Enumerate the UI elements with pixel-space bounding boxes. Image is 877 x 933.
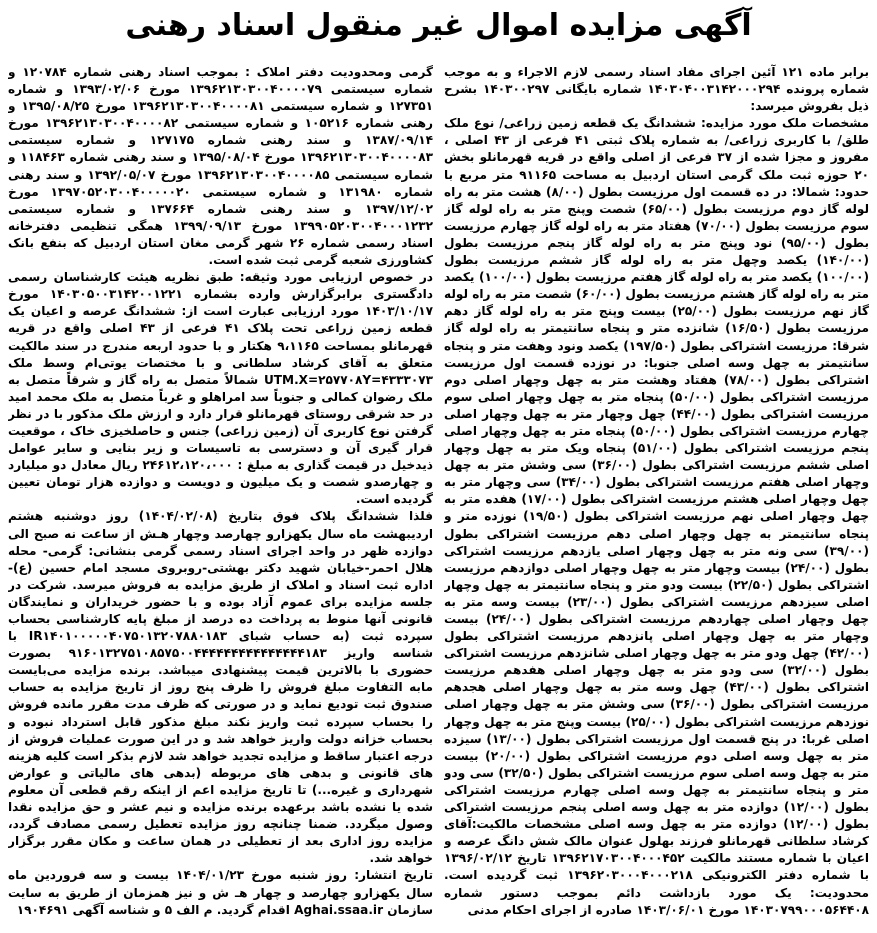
page-title: آگهی مزایده اموال غیر منقول اسناد رهنی xyxy=(125,8,752,43)
publication-text: تاریخ انتشار: روز شنبه مورخ ۱۴۰۴/۰۱/۲۳ بیست و سه فروردین ماه سال یکهزارو چهارصد و چهار هـ ش و نیز همزمان از طریق به سایت سازمان Aghai.ssaa.ir اقدام گردید. xyxy=(8,868,433,917)
auction-terms-paragraph: فلذا ششدانگ پلاک فوق بتاریخ (۱۴۰۴/۰۲/۰۸) روز دوشنبه هشتم اردیبهشت ماه سال یکهزارو چهارصد وچهار هـش از ساعت نه صبح الی دوازده ظهر در واحد اجرای اسناد رسمی گرمی بنشانی: گرمی- محله هلال احمر-خیابان شهید دکتر بهشتی-روبروی مسجد امام حسین (ع)- اداره ثبت اسناد و املاک از طریق مزایده به فروش میرسد. شرکت در جلسه مزایده برای عموم آزاد بوده و با حضور خریداران و نمایندگان قانونی آنها منوط به پرداخت ده درصد از مبلغ پایه کارشناسی بحساب سپرده ثبت (به حساب شبای IR۱۴۰۱۰۰۰۰۰۴۰۷۵۰۱۳۲۰۷۸۸۰۱۸۳ با شناسه واریز ۹۱۶۰۱۳۲۷۵۱۰۸۵۷۵۰۰۴۴۴۴۴۴۴۴۴۴۴۴۴۴۴۱۸۳ بصورت حضوری با بالاترین قیمت پیشنهادی میباشد. برنده مزایده می‌بایست مابه التفاوت مبلغ فروش را ظرف پنج روز از تاریخ مزایده به حساب صندوق ثبت تودیع نماید و در صورتی که ظرف مدت مقرر مانده فروش را بحساب سپرده ثبت واریز نکند مبلغ مذکور قابل استرداد نبوده و بحساب خزانه دولت واریز خواهد شد و در این صورت عملیات فروش از درجه اعتبار ساقط و مزایده تجدید خواهد شد لازم بذکر است کلیه هزینه های قانونی و بدهی های مربوطه (بدهی های مالیاتی و عوارض شهرداری و غیره...) تا تاریخ مزایده اعم از اینکه رقم قطعی آن معلوم شده یا نشده باشد برعهده برنده مزایده و نیم عشر و حق مزایده نقدا وصول میگردد. ضمنا چنانچه روز مزایده تعطیل رسمی مصادف گردد، مزایده روز اداری بعد از تعطیلی در همان ساعت و مکان مقرر برگزار خواهد شد. xyxy=(8,509,433,866)
intro-paragraph: برابر ماده ۱۲۱ آئین اجرای مفاد اسناد رسمی لازم الاجراء و به موجب شماره پرونده ۱۴۰۳۰۴۰۰۳۱۴۲۰۰۰۲۹۴ شماره بایگانی ۱۴۰۳۰۰۲۹۷ بشرح ذیل بفروش میرسد: xyxy=(444,65,869,114)
valuation-paragraph: در خصوص ارزیابی مورد وثیقه: طبق نظریه هیئت کارشناسان رسمی دادگستری برابرگزارش وارده بشماره ۱۴۰۳۰۵۰۰۳۱۴۲۰۰۱۲۲۱ مورخ ۱۴۰۳/۱۰/۱۷ مورد ارزیابی عبارت است از: ششدانگ عرصه و اعیان یک قطعه زمین زراعی تحت پلاک ۴۱ فرعی از ۴۳ اصلی واقع در قریه قهرمانلو بمساحت ۹،۱۱۶۵ هکتار و با حدود اربعه مندرج در سند مالکیت متعلق به آقای کرشاد سلطانی و با مختصات یوتی‌ام وسط ملک UTM.X=۲۵۷۷۰۸Y=۴۳۳۳۰۷۳ شمالاً متصل به راه گاز و شرقاً متصل به ملک رضوان کمالی و جنوباً سد امراهلو و غرباً متصل به ملک محمد امید در حد شرقی روستای قهرمانلو قرار دارد و ارزش ملک مذکور با در نظر گرفتن نوع کاربری آن (زمین زراعی) جنس و حاصلخیزی خاک ، موقعیت قرار گیری آن و دسترسی به تاسیسات و زیر بنایی و سایر عوامل ذیدخیل در قیمت گذاری به مبلغ : ۲۴۶۱۲،۱۲۰،۰۰۰ ریال معادل دو میلیارد و چهارصدو شصت و یک میلیون و دویست و دوازده هزار تومان تعیین گردیده است. xyxy=(8,270,433,507)
right-column xyxy=(444,64,869,926)
notice-id: م الف ۵ و شناسه آگهی ۱۹۰۴۶۹۱ xyxy=(16,902,213,917)
left-column xyxy=(8,64,433,926)
property-details-paragraph: مشخصات ملک مورد مزایده: ششدانگ یک قطعه زمین زراعی/ نوع ملک طلق/ با کاربری زراعی/ به شماره پلاک ثبتی ۴۱ فرعی از ۴۳ اصلی ، مفروز و مجزا شده از ۳۷ فرعی از اصلی واقع در قریه قهرمانلو بخش ۲۰ حوزه ثبت ملک گرمی استان اردبیل به مساحت ۹۱۱۶۵ متر مربع با حدود: شمالا: در ده قسمت اول مرزیست بطول (۸/۰۰) هشت متر به راه لوله گاز دوم مرزیست بطول (۶۵/۰۰) شصت وپنج متر به راه لوله گاز سوم مرزیست بطول (۷۰/۰۰) هفتاد متر به راه لوله گاز چهارم مرزیست بطول (۹۵/۰۰) نود وپنج متر به راه لوله گاز پنجم مرزیست بطول (۱۴۰/۰۰) یکصد وچهل متر به راه لوله گاز ششم مرزیست بطول (۱۰۰/۰۰) یکصد متر به راه لوله گاز هفتم مرزیست بطول (۱۰۰/۰۰) یکصد متر به راه لوله گاز هشتم مرزیست بطول (۶۰/۰۰) شصت متر به راه لوله گاز نهم مرزیست بطول (۲۵/۰۰) بیست وپنج متر به راه لوله گاز دهم مرزیست بطول (۱۶/۵۰) شانزده متر و پنجاه سانتیمتر به راه لوله گاز شرقا: مرزیست اشتراکی بطول (۱۹۷/۵۰) یکصد ونود وهفت متر و پنجاه سانتیمتر به چهل وسه اصلی جنوبا: در نوزده قسمت اول مرزیست اشتراکی بطول (۷۸/۰۰) هفتاد وهشت متر به چهل وچهار اصلی دوم مرزیست اشتراکی بطول (۵۰/۰۰) پنجاه متر به چهل وچهار اصلی سوم مرزیست اشتراکی بطول (۴۴/۰۰) چهل وچهار متر به چهل وچهار اصلی چهارم مرزیست اشتراکی بطول (۵۰/۰۰) پنجاه متر به چهل وچهار اصلی پنجم مرزیست اشتراکی بطول (۵۱/۰۰) پنجاه ویک متر به چهل وچهار اصلی ششم مرزیست اشتراکی بطول (۳۶/۰۰) سی وشش متر به چهل وچهار اصلی هفتم مرزیست اشتراکی بطول (۳۴/۰۰) سی وچهار متر به چهل وچهار اصلی هشتم مرزیست اشتراکی بطول (۱۷/۰۰) هفده متر به چهل وچهار اصلی نهم مرزیست اشتراکی بطول (۱۹/۵۰) نوزده متر و پنجاه سانتیمتر به چهل وچهار اصلی دهم مرزیست اشتراکی بطول (۳۹/۰۰) سی ونه متر به چهل وچهار اصلی یازدهم مرزیست اشتراکی بطول (۲۴/۰۰) بیست وچهار متر به چهل وچهار اصلی دوازدهم مرزیست اشتراکی بطول (۲۲/۵۰) بیست ودو متر و پنجاه سانتیمتر به چهل وچهار اصلی سیزدهم مرزیست اشتراکی بطول (۲۳/۰۰) بیست وسه متر به چهل وچهار اصلی چهاردهم مرزیست اشتراکی بطول (۲۴/۰۰) بیست وچهار متر به چهل وچهار اصلی پانزدهم مرزیست اشتراکی بطول (۴۲/۰۰) چهل ودو متر به چهل وچهار اصلی شانزدهم مرزیست اشتراکی بطول (۳۲/۰۰) سی ودو متر به چهل وچهار اصلی هفدهم مرزیست اشتراکی بطول (۴۳/۰۰) چهل وسه متر به چهل وچهار اصلی هجدهم مرزیست اشتراکی بطول (۳۶/۰۰) سی وشش متر به چهل وچهار اصلی نوزدهم مرزیست اشتراکی بطول (۲۵/۰۰) بیست وپنج متر به چهل وچهار اصلی غربا: در پنج قسمت اول مرزیست اشتراکی بطول (۱۳/۰۰) سیزده متر به چهل وسه اصلی دوم مرزیست اشتراکی بطول (۲۰/۰۰) بیست متر به چهل وسه اصلی سوم مرزیست اشتراکی بطول (۳۲/۵۰) سی ودو متر و پنجاه سانتیمتر به چهل وسه اصلی چهارم مرزیست اشتراکی بطول (۱۲/۰۰) دوازده متر به چهل وسه اصلی پنجم مرزیست اشتراکی بطول (۱۲/۰۰) دوازده متر به چهل وسه اصلی مشخصات مالکیت:آقای کرشاد سلطانی قهرمانلو فرزند بهلول عنوان مالک شش دانگ عرصه و اعیان با شماره مستند مالکیت ۱۳۹۶۲۱۷۰۳۰۰۴۰۰۰۴۵۲ تاریخ ۱۳۹۶/۰۲/۱۲ با شماره دفتر الکترونیکی ۱۳۹۶۲۰۳۰۰۰۴۰۰۰۲۱۸ ثبت گردیده است. محدودیت: یک مورد بازداشت دائم بموجب دستور شماره ۱۴۰۳۰۷۹۹۰۰۰۵۶۴۴۰۸ مورخ ۱۴۰۳/۰۶/۰۱ صادره از اجرای احکام مدنی xyxy=(444,116,869,917)
mortgage-paragraph: گرمی ومحدودیت دفتر املاک : بموجب اسناد رهنی شماره ۱۲۰۷۸۴ و شماره سیستمی ۱۳۹۶۲۱۳۰۳۰۰۴۰۰۰۰۷۹ مورخ ۱۳۹۳/۰۲/۰۶ و شماره ۱۲۷۳۵۱ و شماره سیستمی ۱۳۹۶۲۱۳۰۳۰۰۴۰۰۰۰۸۱ مورخ ۱۳۹۵/۰۸/۲۵ و رهنی شماره ۱۰۵۲۱۶ و شماره سیستمی ۱۳۹۶۲۱۳۰۳۰۰۴۰۰۰۰۸۲ مورخ ۱۳۸۷/۰۹/۱۴ و سند رهنی شماره ۱۲۷۱۷۵ و شماره سیستمی ۱۳۹۶۲۱۳۰۳۰۰۴۰۰۰۰۸۳ مورخ ۱۳۹۵/۰۸/۰۴ و سند رهنی شماره ۱۱۸۴۶۳ و شماره سیستمی ۱۳۹۶۲۱۳۰۳۰۰۴۰۰۰۰۸۵ مورخ ۱۳۹۲/۰۵/۰۷ و سند رهنی شماره ۱۳۱۹۸۰ و شماره سیستمی ۱۳۹۷۰۵۲۰۳۰۰۴۰۰۰۰۰۲۰ مورخ ۱۳۹۷/۱۲/۰۲ و سند رهنی شماره ۱۳۷۶۶۴ و شماره سیستمی ۱۳۹۹۰۵۲۰۳۰۰۴۰۰۰۱۲۳۲ مورخ ۱۳۹۹/۰۹/۱۳ همگی تنظیمی دفترخانه اسناد رسمی شماره ۲۶ شهر گرمی مغان استان اردبیل که بنفع بانک کشاورزی شعبه گرمی ثبت شده است. xyxy=(8,65,433,268)
publication-paragraph xyxy=(8,867,433,918)
